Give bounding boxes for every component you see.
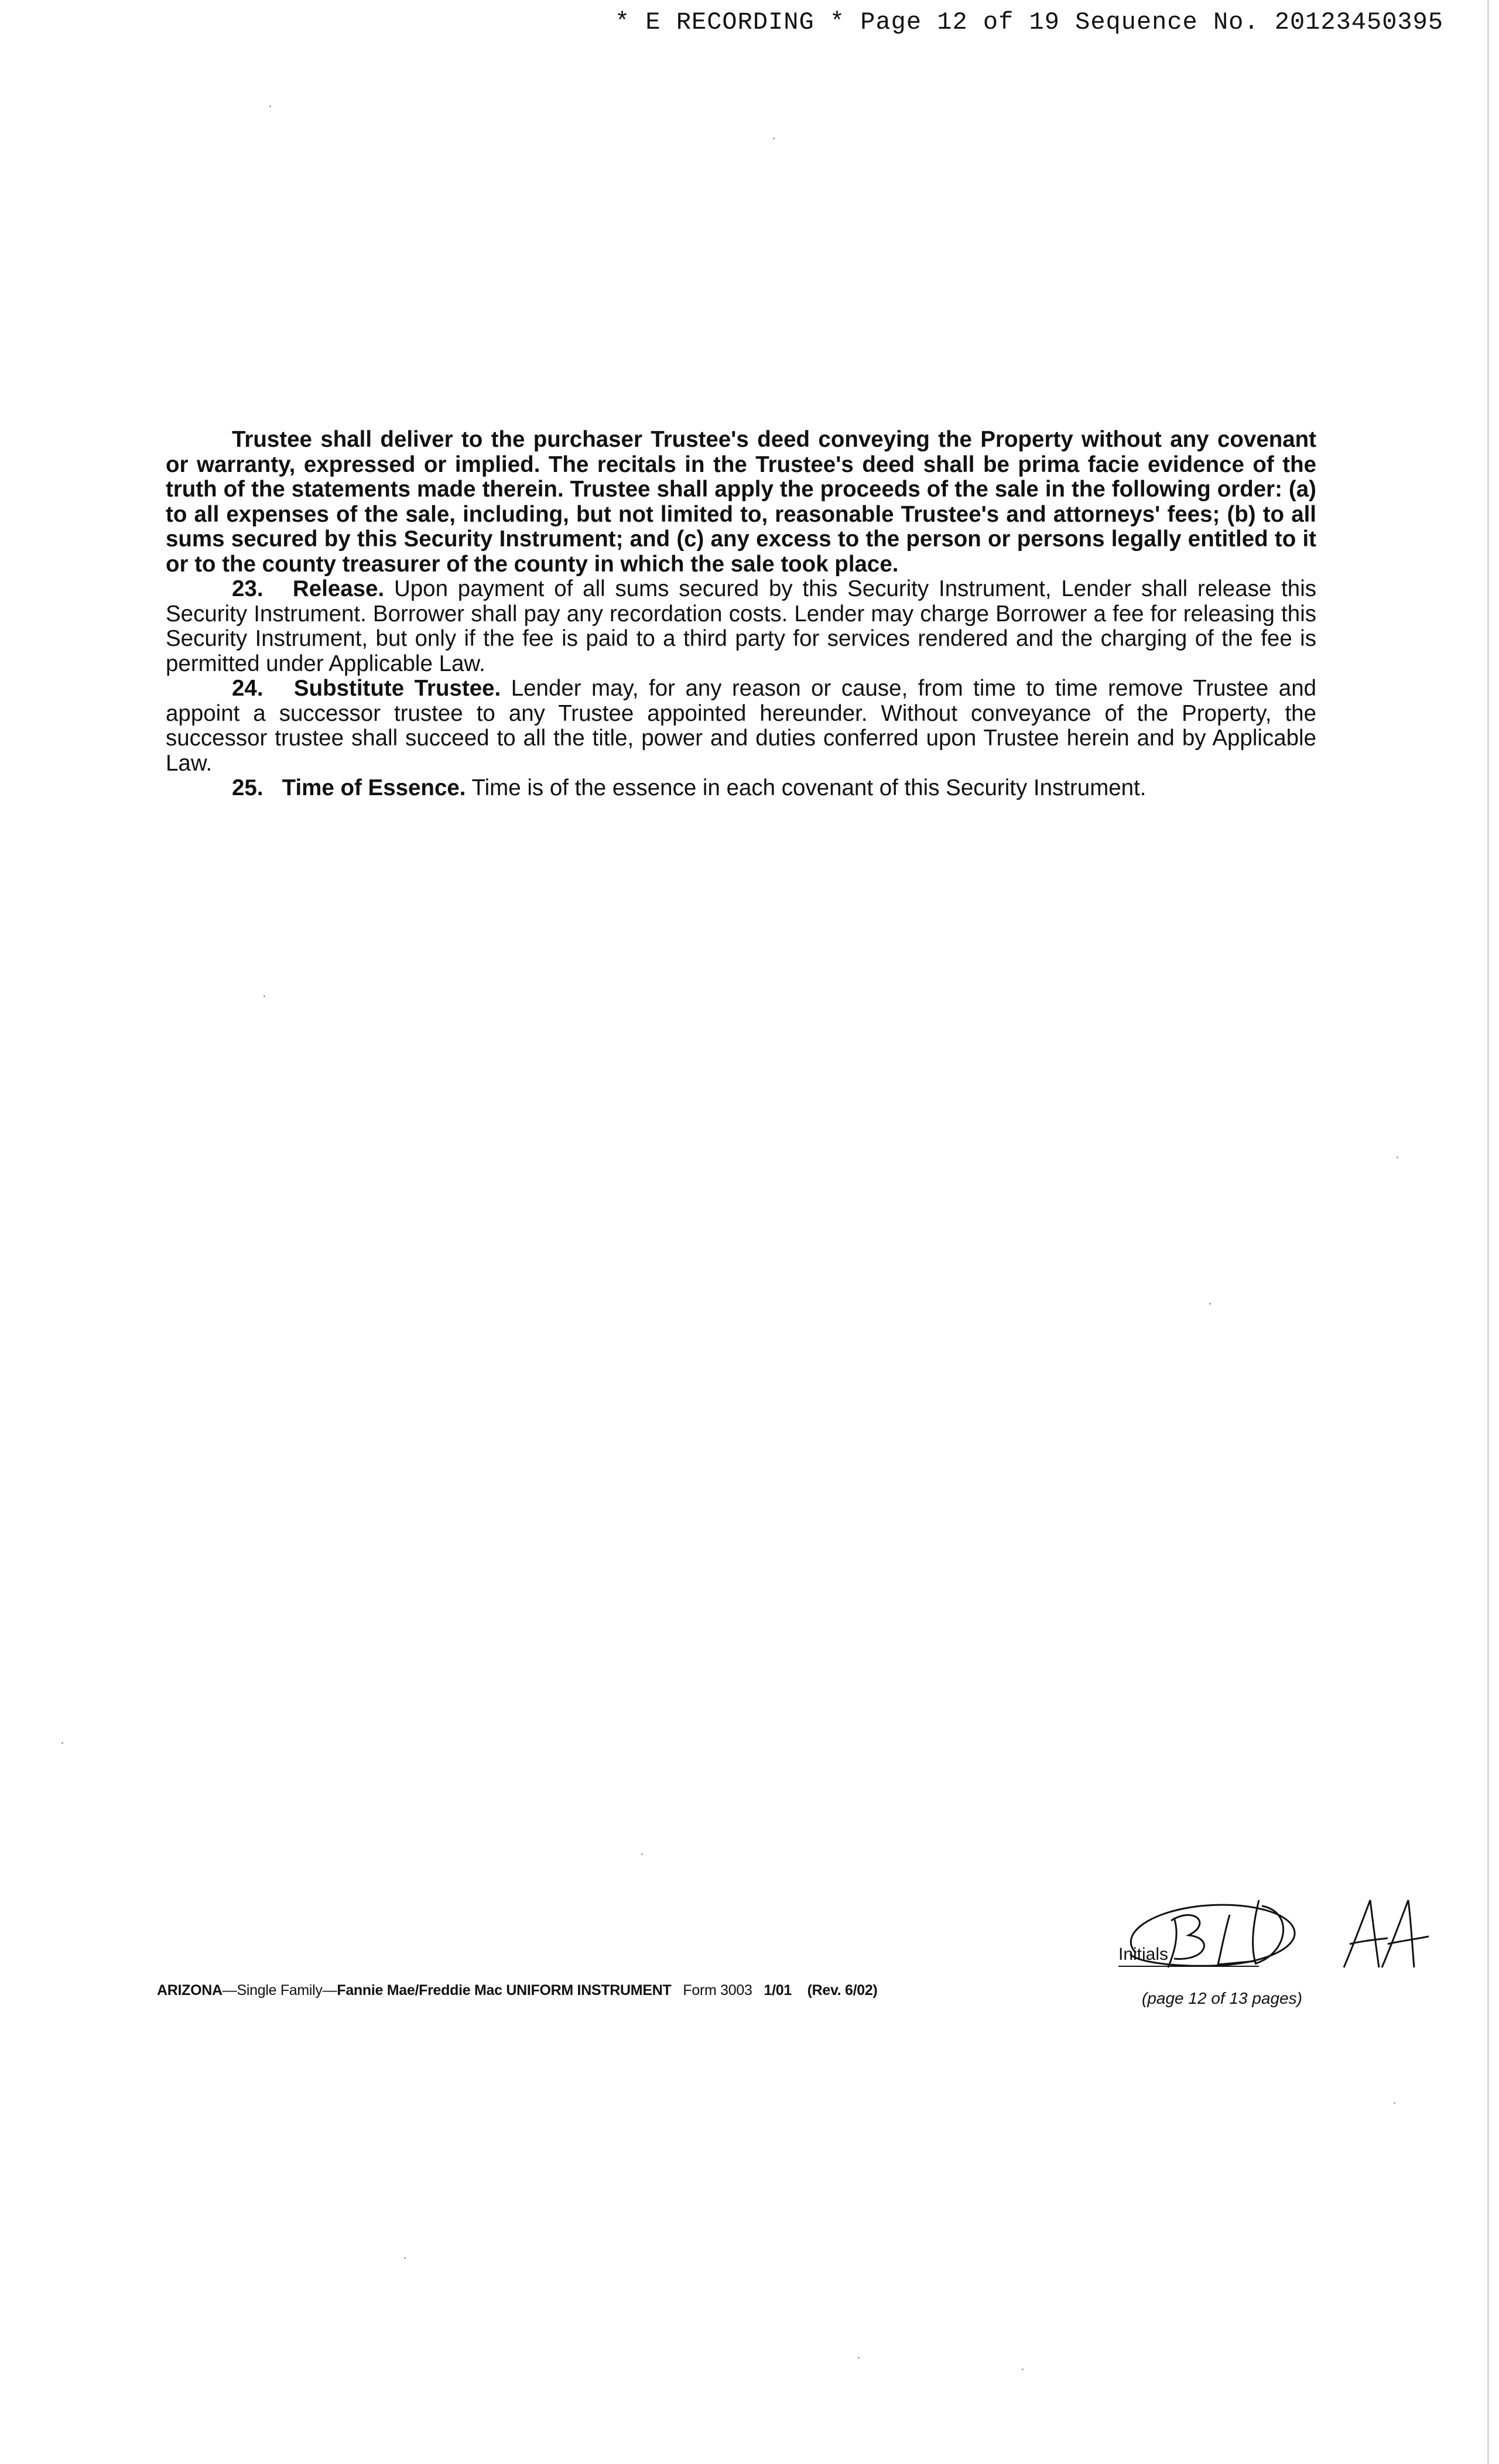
- scan-speck: [641, 1853, 643, 1855]
- recording-header: * E RECORDING * Page 12 of 19 Sequence No. 20123450395: [615, 8, 1444, 36]
- scan-speck: [269, 105, 271, 107]
- section-heading: Substitute Trustee.: [293, 676, 501, 701]
- scan-speck: [263, 995, 265, 997]
- section-text: Upon payment of all sums secured by this Security Instrument, Lender shall release this Security Instrument. Borrower shall pay any recordation costs. Lender may charge Borrower a fee for releasing this Security Instrument, but only if the fee is paid to a third party for services rendered and the charging of the fee is permitted under Applicable Law.: [166, 576, 1316, 676]
- scan-edge-line: [1487, 0, 1489, 2464]
- scan-speck: [61, 1742, 63, 1744]
- footer-family: —Single Family—: [222, 1982, 337, 1998]
- section-text: Lender may, for any reason or cause, from time to time remove Trustee and appoint a successor trustee to any Trustee appointed hereunder. Without conveyance of the Property, the successor trustee shall succeed to all the title, power and duties conferred upon Trustee herein and by Applicable Law.: [166, 676, 1317, 776]
- footer-state: ARIZONA: [157, 1982, 223, 1998]
- scan-speck: [1022, 2369, 1024, 2370]
- footer-date: 1/01: [764, 1982, 792, 1998]
- form-footer: [157, 1982, 877, 1999]
- page-count: (page 12 of 13 pages): [1142, 1989, 1302, 2007]
- document-body: [166, 427, 1316, 801]
- scan-speck: [404, 2257, 406, 2259]
- scan-speck: [773, 138, 775, 139]
- section-heading: Release.: [292, 576, 385, 601]
- initials-line: [1118, 1966, 1259, 1967]
- initials-signature-block: [1113, 1888, 1440, 1976]
- trustee-deed-paragraph: Trustee shall deliver to the purchaser Trustee's deed conveying the Property without any covenant or warranty, expressed or implied. The recitals in the Trustee's deed shall be prima facie evidence of the truth of the statements made therein. Trustee shall apply the proceeds of the sale in the following order: (a) to all expenses of the sale, including, but not limited to, reasonable Trustee's and attorneys' fees; (b) to all sums secured by this Security Instrument; and (c) any excess to the person or persons legally entitled to it or to the county treasurer of the county in which the sale took place.: [166, 427, 1316, 577]
- section-heading: Time of Essence.: [282, 775, 466, 800]
- section-23-release: [166, 577, 1316, 676]
- footer-instrument: Fannie Mae/Freddie Mac UNIFORM INSTRUMENT: [337, 1982, 672, 1998]
- footer-revision: (Rev. 6/02): [807, 1982, 878, 1998]
- scan-speck: [1394, 2102, 1395, 2104]
- section-25-time-of-essence: [166, 776, 1316, 801]
- scan-speck: [858, 2357, 860, 2359]
- section-number: 23.: [232, 576, 263, 601]
- section-number: 25.: [232, 775, 263, 800]
- section-text: Time is of the essence in each covenant of this Security Instrument.: [471, 775, 1147, 800]
- initials-label: Initials: [1118, 1945, 1169, 1964]
- section-number: 24.: [232, 676, 263, 701]
- scan-speck: [1209, 1303, 1211, 1305]
- section-24-substitute-trustee: [166, 676, 1316, 776]
- scan-speck: [1397, 1156, 1398, 1158]
- footer-form: Form 3003: [683, 1982, 752, 1998]
